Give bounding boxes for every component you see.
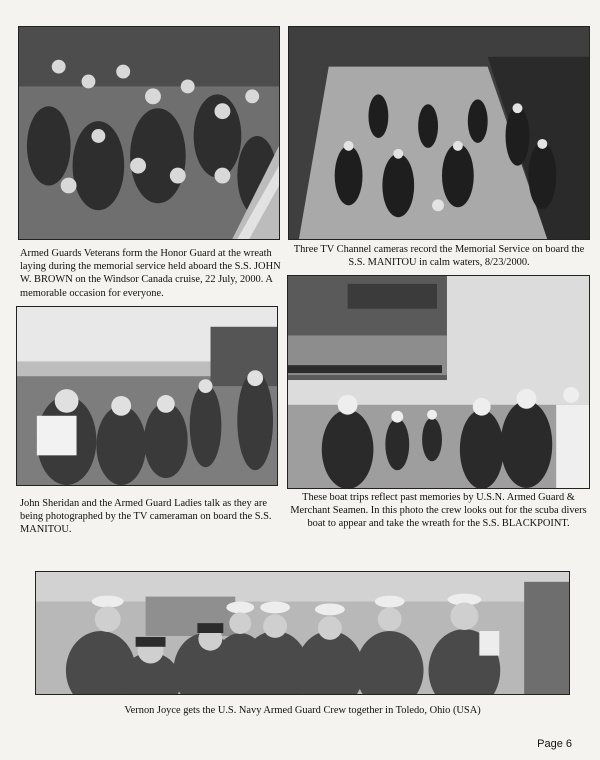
caption-tv-cameras: Three TV Channel cameras record the Memorial Service on board the S.S. MANITOU in calm waters, 8/23/2000. xyxy=(293,244,585,269)
photo-boat-trips xyxy=(287,275,590,489)
photo-armed-guard-ladies xyxy=(16,306,278,486)
caption-honor-guard: Armed Guards Veterans form the Honor Guard at the wreath laying during the memorial service held aboard the S.S. JOHN W. BROWN on the Windsor Canada cruise, 22 July, 2000. A memorable occasion for everyone. xyxy=(20,248,281,299)
caption-armed-guard-ladies: John Sheridan and the Armed Guard Ladies talk as they are being photographed by the TV cameraman on board the S.S. MANITOU. xyxy=(20,498,272,536)
photo-honor-guard xyxy=(18,26,280,240)
photo-tv-cameras xyxy=(288,26,590,240)
caption-toledo-crew: Vernon Joyce gets the U.S. Navy Armed Guard Crew together in Toledo, Ohio (USA) xyxy=(124,705,481,716)
caption-boat-trips: These boat trips reflect past memories by U.S.N. Armed Guard & Merchant Seamen. In this photo the crew looks out for the scuba divers boat to appear and take the wreath for the S.S. BLACKPOINT. xyxy=(290,492,587,530)
page-number: Page 6 xyxy=(537,738,572,750)
photo-toledo-crew xyxy=(35,571,570,695)
